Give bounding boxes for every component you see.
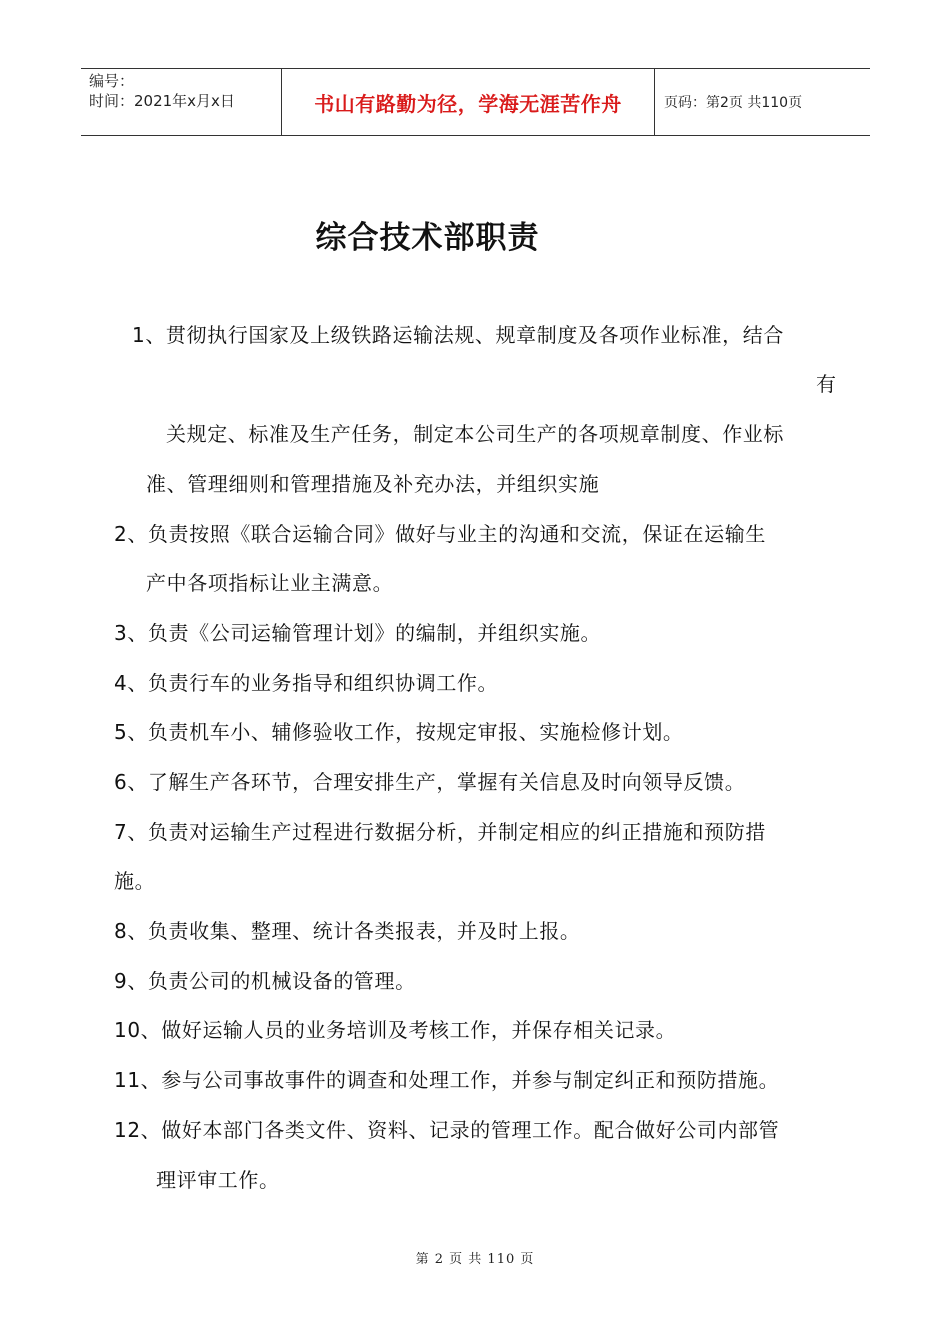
text-line: 10、做好运输人员的业务培训及考核工作，并保存相关记录。 [114,1018,677,1042]
text-line: 8、负责收集、整理、统计各类报表，并及时上报。 [114,919,581,943]
text-line: 2、负责按照《联合运输合同》做好与业主的沟通和交流，保证在运输生 [114,522,766,546]
text-line: 理评审工作。 [156,1168,280,1192]
text-line: 6、了解生产各环节，合理安排生产，掌握有关信息及时向领导反馈。 [114,770,746,794]
header-meta [81,69,281,135]
page-footer: 第 2 页 共 110 页 [415,1252,535,1267]
text-line: 7、负责对运输生产过程进行数据分析，并制定相应的纠正措施和预防措 [114,820,766,844]
text-line: 3、负责《公司运输管理计划》的编制，并组织实施。 [114,621,602,645]
text-line: 1、贯彻执行国家及上级铁路运输法规、规章制度及各项作业标准，结合 [132,323,784,347]
text-line: 4、负责行车的业务指导和组织协调工作。 [114,671,499,695]
text-line: 产中各项指标让业主满意。 [146,571,394,595]
text-line: 有 [816,372,837,396]
text-line: 5、负责机车小、辅修验收工作，按规定审报、实施检修计划。 [114,720,684,744]
text-line: 11、参与公司事故事件的调查和处理工作，并参与制定纠正和预防措施。 [114,1068,780,1092]
text-line: 12、做好本部门各类文件、资料、记录的管理工作。配合做好公司内部管 [114,1118,780,1142]
header-page-info: 页码：第2页 共110页 [664,95,803,111]
text-line: 施。 [114,869,156,893]
text-line: 准、管理细则和管理措施及补充办法，并组织实施 [146,472,600,496]
header-motto: 书山有路勤为径，学海无涯苦作舟 [281,69,655,135]
time-label: 时间：2021年x月x日 [89,92,235,110]
page-header [81,68,870,136]
number-label: 编号： [89,72,135,90]
document-title: 综合技术部职责 [315,220,540,256]
text-line: 9、负责公司的机械设备的管理。 [114,969,416,993]
text-line: 关规定、标准及生产任务，制定本公司生产的各项规章制度、作业标 [166,422,784,446]
